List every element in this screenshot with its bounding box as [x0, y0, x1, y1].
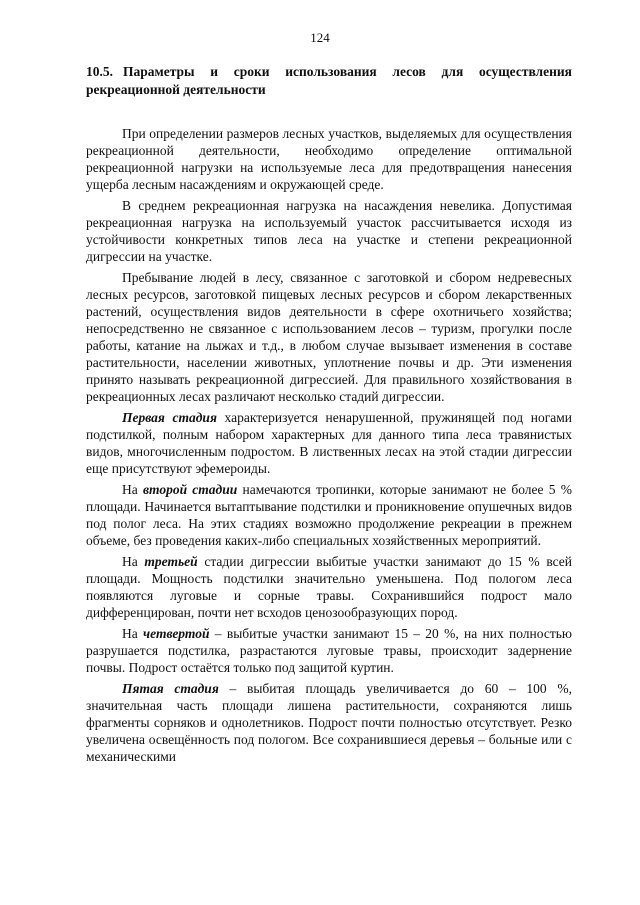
- paragraph-text: характеризуется ненарушенной, пружинящей под ногами подстилкой, полным набором характерных для данного типа леса травянистых видов, многочисленным подростом. В лиственных лесах на этой стадии дигрессии еще присутствуют эфемероиды.: [86, 410, 572, 476]
- section-number: 10.5.: [86, 64, 113, 79]
- paragraph-fourth-stage: [86, 625, 572, 676]
- page-content: [86, 63, 572, 769]
- paragraph-2: В среднем рекреационная нагрузка на насаждения невелика. Допустимая рекреационная нагрузка на используемый участок рассчитывается исходя из устойчивости конкретных типов леса на участке и степени рекреационной дигрессии на участке.: [86, 198, 572, 264]
- stage-term-fourth: четвертой: [143, 626, 210, 641]
- paragraph-third-stage: [86, 553, 572, 621]
- stage-term-third: третьей: [144, 554, 198, 569]
- section-heading: [86, 63, 572, 99]
- paragraph-first-stage: [86, 409, 572, 477]
- stage-term-second: второй стадии: [142, 482, 238, 497]
- page-number: 124: [310, 30, 330, 45]
- paragraph-text: намечаются тропинки, которые занимают не более 5 % площади. Начинается вытаптывание подстилки и проникновение опушечных видов под полог леса. На этих стадиях возможно продолжение рекреации в прежнем объеме, без проведения каких-либо специальных хозяйственных мероприятий.: [86, 482, 572, 548]
- paragraph-text: – выбитая площадь увеличивается до 60 – 100 %, значительная часть площади лишена растительности, сохраняются лишь фрагменты сорняков и однолетников. Подрост почти полностью отсутствует. Резко увеличена освещённость под пологом. Все сохранившиеся деревья – больные или с механическими: [86, 681, 572, 764]
- paragraph-3: Пребывание людей в лесу, связанное с заготовкой и сбором недревесных лесных ресурсов, заготовкой пищевых лесных ресурсов и сбором лекарственных растений, осуществления видов деятельности в сфере охотничьего хозяйства; непосредственно не связанное с использованием лесов – туризм, прогулки после работы, катание на лыжах и т.д., в любом случае вызывает изменения в составе растительности, населении животных, уплотнение почвы и др. Эти изменения принято называть рекреационной дигрессией. Для правильного хозяйствования в рекреационных лесах различают несколько стадий дигрессии.: [86, 270, 572, 404]
- stage-term-first: Первая стадия: [122, 410, 217, 425]
- paragraph-text: стадии дигрессии выбитые участки занимают до 15 % всей площади. Мощность подстилки значительно уменьшена. Под пологом леса появляются луговые и сорные травы. Сохранившийся подрост мало дифференцирован, почти нет всходов ценозообразующих пород.: [86, 554, 572, 620]
- section-title: Параметры и сроки использования лесов для осуществления рекреационной деятельности: [86, 64, 572, 97]
- stage-term-fifth: Пятая стадия: [122, 681, 219, 696]
- paragraph-text: – выбитые участки занимают 15 – 20 %, на них полностью разрушается подстилка, разрастаются луговые травы, происходит задернение почвы. Подрост остаётся только под защитой куртин.: [86, 626, 572, 675]
- paragraph-lead: На: [122, 626, 144, 641]
- paragraph-fifth-stage: [86, 680, 572, 765]
- paragraph-second-stage: [86, 481, 572, 549]
- paragraph-lead: На: [122, 554, 145, 569]
- paragraph-lead: На: [122, 482, 143, 497]
- paragraph-1: При определении размеров лесных участков, выделяемых для осуществления рекреационной деятельности, необходимо определение оптимальной рекреационной нагрузки на используемые леса для предотвращения нанесения ущерба лесным насаждениям и окружающей среде.: [86, 126, 572, 192]
